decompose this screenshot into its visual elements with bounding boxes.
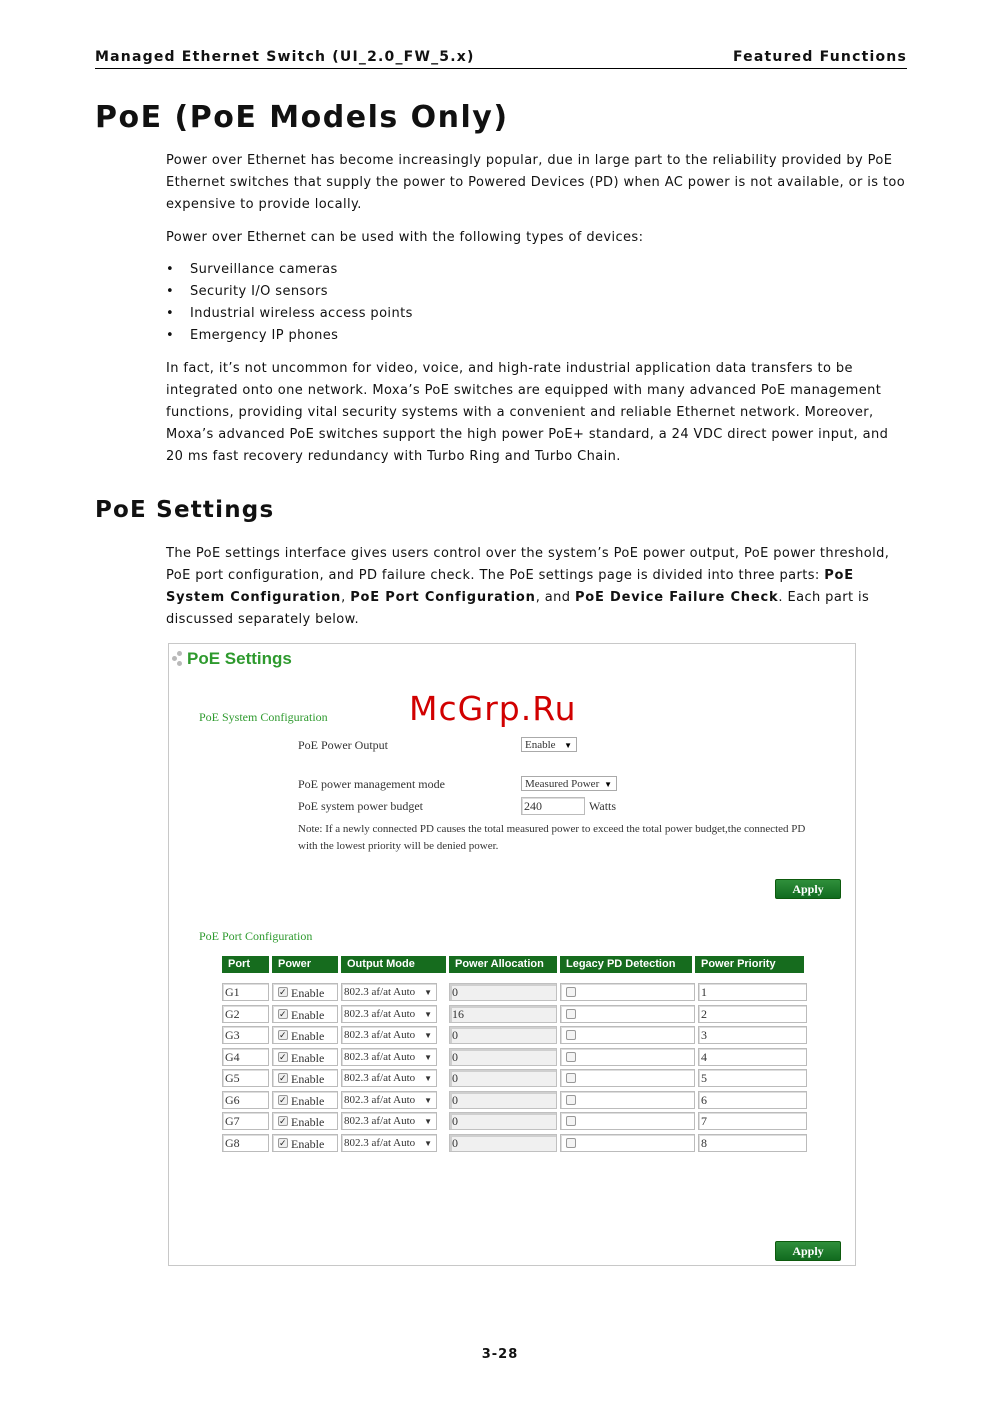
mgmt-mode-value: Measured Power: [525, 778, 600, 790]
column-header-power-allocation: Power Allocation: [449, 956, 557, 973]
power-allocation-field[interactable]: 0: [449, 1091, 557, 1109]
priority-input[interactable]: 3: [698, 1026, 807, 1044]
legacy-pd-cell: [560, 1112, 695, 1130]
system-config-title: PoE System Configuration: [199, 710, 328, 724]
column-header-output-mode: Output Mode: [341, 956, 446, 973]
output-mode-value: 802.3 af/at Auto: [344, 1050, 416, 1063]
output-mode-value: 802.3 af/at Auto: [344, 1029, 416, 1041]
power-allocation-field[interactable]: 0: [449, 1026, 557, 1044]
budget-label: PoE system power budget: [298, 799, 423, 813]
list-item: • Emergency IP phones: [166, 325, 413, 347]
table-row: [169, 1091, 855, 1111]
power-enable-checkbox[interactable]: [278, 1073, 288, 1083]
legacy-pd-cell: [560, 1048, 695, 1066]
bold-term-port: PoE Port Configuration: [350, 590, 536, 605]
output-mode-value: 802.3 af/at Auto: [344, 1093, 416, 1106]
enable-label: Enable: [291, 1136, 325, 1151]
legacy-pd-checkbox[interactable]: [566, 1030, 576, 1040]
settings-text-end: . Each part is discussed separately below.: [166, 590, 870, 627]
table-row: [169, 1048, 855, 1068]
output-mode-value: 802.3 af/at Auto: [344, 1136, 416, 1149]
power-cell: [272, 1091, 338, 1109]
priority-input[interactable]: 1: [698, 983, 807, 1001]
power-allocation-field[interactable]: 0: [449, 1112, 557, 1130]
budget-unit: Watts: [589, 799, 617, 813]
output-mode-select[interactable]: [341, 1048, 437, 1066]
output-mode-select[interactable]: [341, 1134, 437, 1152]
chevron-down-icon: ▼: [424, 988, 432, 997]
page-header: [95, 48, 907, 69]
power-allocation-field[interactable]: 0: [449, 1134, 557, 1152]
intro-paragraph-2: Power over Ethernet can be used with the following types of devices:: [166, 230, 644, 245]
legacy-pd-cell: [560, 983, 695, 1001]
power-allocation-field[interactable]: 0: [449, 1069, 557, 1087]
enable-label: Enable: [291, 1093, 325, 1108]
power-cell: [272, 1026, 338, 1044]
port-cell: G4: [222, 1048, 269, 1066]
enable-label: Enable: [291, 1050, 325, 1065]
chevron-down-icon: ▼: [424, 1031, 432, 1040]
power-enable-checkbox[interactable]: [278, 1030, 288, 1040]
port-cell: G1: [222, 983, 269, 1001]
power-cell: [272, 983, 338, 1001]
chevron-down-icon: ▼: [424, 1117, 432, 1126]
priority-input[interactable]: 4: [698, 1048, 807, 1066]
intro-paragraph-1: Power over Ethernet has become increasingly popular, due in large part to the reliability provided by PoE Ethernet switches that supply the power to Powered Devices (PD) when AC power is not available, or is too expensive to provide locally.: [166, 153, 906, 212]
chevron-down-icon: ▼: [424, 1074, 432, 1083]
output-mode-value: 802.3 af/at Auto: [344, 1007, 416, 1020]
power-cell: [272, 1048, 338, 1066]
power-enable-checkbox[interactable]: [278, 1052, 288, 1062]
legacy-pd-cell: [560, 1005, 695, 1023]
legacy-pd-cell: [560, 1026, 695, 1044]
column-header-legacy-pd: Legacy PD Detection: [560, 956, 692, 973]
apply-button-port[interactable]: Apply: [775, 1241, 841, 1261]
enable-label: Enable: [291, 1072, 325, 1086]
power-cell: [272, 1069, 338, 1087]
legacy-pd-checkbox[interactable]: [566, 987, 576, 997]
section-title: PoE (PoE Models Only): [95, 100, 509, 135]
separator: ,: [341, 590, 351, 605]
page-number: 3-28: [481, 1347, 519, 1362]
table-row: [169, 1134, 855, 1154]
port-cell: G7: [222, 1112, 269, 1130]
separator: , and: [535, 590, 575, 605]
table-row: [169, 1005, 855, 1025]
column-header-priority: Power Priority: [695, 956, 804, 973]
chevron-down-icon: ▼: [424, 1138, 432, 1148]
legacy-pd-checkbox[interactable]: [566, 1095, 576, 1105]
chevron-down-icon: ▼: [424, 1052, 432, 1062]
output-mode-value: 802.3 af/at Auto: [344, 1072, 416, 1084]
panel-title: PoE Settings: [187, 649, 292, 668]
header-manual-title: Managed Ethernet Switch (UI_2.0_FW_5.x): [95, 49, 475, 65]
legacy-pd-cell: [560, 1134, 695, 1152]
column-header-port: Port: [222, 956, 269, 973]
bold-term-system: PoE System Configuration: [166, 568, 854, 605]
port-cell: G8: [222, 1134, 269, 1152]
table-row: [169, 1069, 855, 1089]
output-mode-select[interactable]: [341, 983, 437, 1001]
power-allocation-field[interactable]: 0: [449, 1048, 557, 1066]
output-mode-select[interactable]: [341, 1091, 437, 1109]
port-cell: G2: [222, 1005, 269, 1023]
legacy-pd-cell: [560, 1069, 695, 1087]
mgmt-mode-label: PoE power management mode: [298, 777, 445, 791]
subsection-title: PoE Settings: [95, 497, 275, 523]
intro-paragraph-3: In fact, it’s not uncommon for video, voice, and high-rate industrial application data transfers to be integrated onto one network. Moxa’s PoE switches are equipped with many advanced PoE management functions, providing vital security systems with a convenient and reliable Ethernet network. Moreover, Moxa’s advanced PoE switches support the high power PoE+ standard, a 24 VDC direct power input, and 20 ms fast recovery redundancy with Turbo Ring and Turbo Chain.: [166, 361, 889, 464]
poe-settings-screenshot: [168, 643, 856, 1266]
output-mode-value: 802.3 af/at Auto: [344, 1115, 416, 1127]
apply-button-system[interactable]: Apply: [775, 879, 841, 899]
chevron-down-icon: ▼: [564, 741, 572, 750]
output-mode-value: 802.3 af/at Auto: [344, 986, 416, 998]
settings-text: The PoE settings interface gives users control over the system’s PoE power output, PoE power threshold, PoE port configuration, and PD failure check. The PoE settings page is divided into three parts:: [166, 546, 890, 583]
power-output-value: Enable: [525, 739, 556, 751]
legacy-pd-checkbox[interactable]: [566, 1073, 576, 1083]
power-output-select[interactable]: [521, 737, 577, 752]
port-cell: G3: [222, 1026, 269, 1044]
list-item: • Industrial wireless access points: [166, 303, 413, 325]
power-enable-checkbox[interactable]: [278, 1116, 288, 1126]
watermark: McGrp.Ru: [409, 689, 577, 728]
port-config-title: PoE Port Configuration: [199, 929, 313, 943]
port-cell: G5: [222, 1069, 269, 1087]
legacy-pd-checkbox[interactable]: [566, 1138, 576, 1148]
bullet-dots-icon: [172, 651, 186, 667]
enable-label: Enable: [291, 986, 325, 1000]
legacy-pd-cell: [560, 1091, 695, 1109]
bold-term-failure: PoE Device Failure Check: [574, 590, 779, 605]
settings-paragraph: [166, 543, 908, 631]
priority-input[interactable]: 2: [698, 1005, 807, 1023]
table-row: [169, 1112, 855, 1132]
priority-input[interactable]: 7: [698, 1112, 807, 1130]
enable-label: Enable: [291, 1007, 325, 1022]
budget-input[interactable]: 240: [521, 797, 585, 815]
power-cell: [272, 1134, 338, 1152]
table-row: [169, 983, 855, 1003]
output-mode-select[interactable]: [341, 1005, 437, 1023]
power-enable-checkbox[interactable]: [278, 987, 288, 997]
power-enable-checkbox[interactable]: [278, 1095, 288, 1105]
power-cell: [272, 1005, 338, 1023]
chevron-down-icon: ▼: [604, 780, 612, 789]
chevron-down-icon: ▼: [424, 1009, 432, 1019]
enable-label: Enable: [291, 1029, 325, 1043]
power-cell: [272, 1112, 338, 1130]
power-enable-checkbox[interactable]: [278, 1138, 288, 1148]
output-mode-select[interactable]: [341, 1069, 437, 1087]
output-mode-select[interactable]: [341, 1026, 437, 1044]
header-chapter-title: Featured Functions: [732, 49, 907, 65]
budget-note: Note: If a newly connected PD causes the total measured power to exceed the total power budget,the connected PD with the lowest priority will be denied power.: [298, 823, 806, 852]
output-mode-select[interactable]: [341, 1112, 437, 1130]
power-allocation-field[interactable]: 0: [449, 983, 557, 1001]
priority-input[interactable]: 6: [698, 1091, 807, 1109]
priority-input[interactable]: 8: [698, 1134, 807, 1152]
power-enable-checkbox[interactable]: [278, 1009, 288, 1019]
legacy-pd-checkbox[interactable]: [566, 1052, 576, 1062]
device-type-list: [166, 259, 413, 347]
list-item: • Surveillance cameras: [166, 259, 413, 281]
legacy-pd-checkbox[interactable]: [566, 1116, 576, 1126]
enable-label: Enable: [291, 1115, 325, 1129]
power-allocation-field[interactable]: 16: [449, 1005, 557, 1023]
legacy-pd-checkbox[interactable]: [566, 1009, 576, 1019]
column-header-power: Power: [272, 956, 338, 973]
port-cell: G6: [222, 1091, 269, 1109]
chevron-down-icon: ▼: [424, 1095, 432, 1105]
power-output-label: PoE Power Output: [298, 738, 388, 752]
table-row: [169, 1026, 855, 1046]
priority-input[interactable]: 5: [698, 1069, 807, 1087]
list-item: • Security I/O sensors: [166, 281, 413, 303]
mgmt-mode-select[interactable]: [521, 776, 617, 791]
